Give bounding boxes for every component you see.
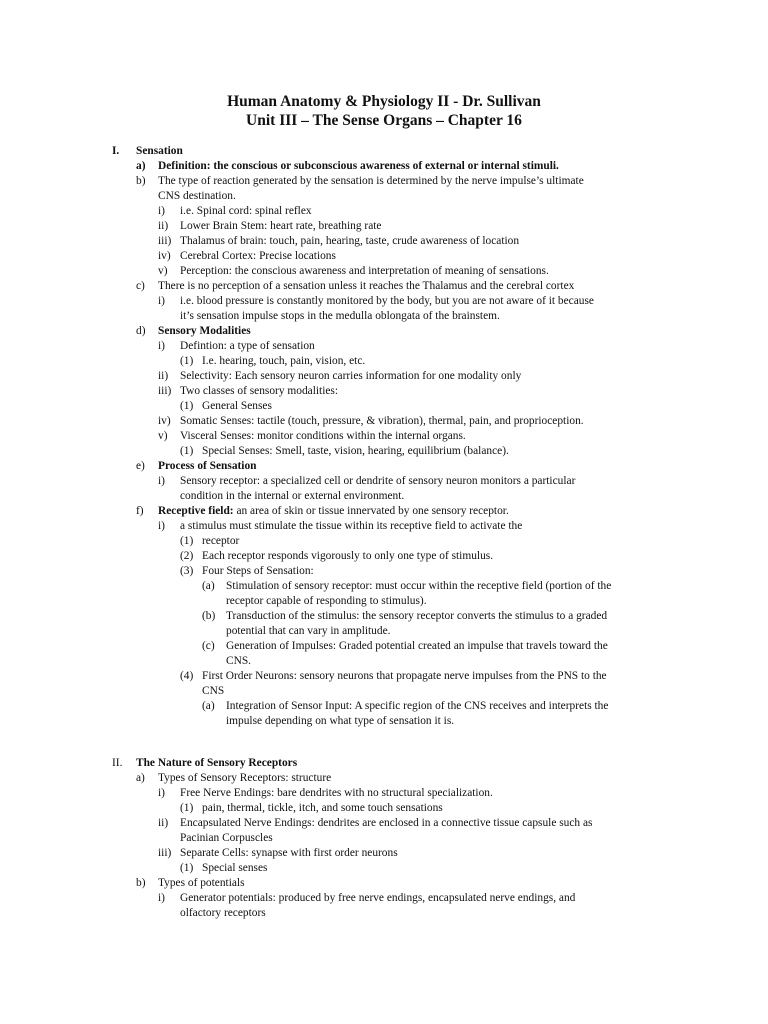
outline-marker: (1) (180, 862, 194, 874)
outline-text: receptor (202, 535, 240, 547)
outline-text: it’s sensation impulse stops in the medulla oblongata of the brainstem. (180, 310, 500, 322)
outline-marker: i) (158, 892, 165, 904)
page-title: Human Anatomy & Physiology II - Dr. Sullivan (227, 93, 541, 110)
outline-text: Cerebral Cortex: Precise locations (180, 250, 336, 262)
outline-marker: (b) (202, 610, 216, 622)
outline-marker: (1) (180, 400, 194, 412)
outline-text: Types of Sensory Receptors: structure (158, 772, 332, 784)
outline-text: i.e. blood pressure is constantly monitored by the body, but you are not aware of it because (180, 295, 594, 307)
outline-text: Thalamus of brain: touch, pain, hearing, taste, crude awareness of location (180, 235, 520, 247)
outline-marker: i) (158, 295, 165, 307)
outline-text: Separate Cells: synapse with first order neurons (180, 847, 398, 859)
outline-marker: v) (158, 265, 168, 277)
outline-marker: iii) (158, 235, 172, 247)
outline-text: Special senses (202, 862, 268, 874)
outline-text: Each receptor responds vigorously to only one type of stimulus. (202, 550, 494, 562)
outline-marker: f) (136, 505, 144, 517)
outline-marker: a) (136, 772, 145, 784)
outline-text: potential that can vary in amplitude. (226, 625, 391, 637)
outline-marker: (a) (202, 700, 215, 712)
outline-text: Integration of Sensor Input: A specific region of the CNS receives and interprets the (226, 700, 609, 712)
outline-marker: ii) (158, 220, 169, 232)
outline-text: Lower Brain Stem: heart rate, breathing rate (180, 220, 382, 232)
outline-marker: c) (136, 280, 145, 292)
outline-marker: i) (158, 340, 165, 352)
outline-text: There is no perception of a sensation unless it reaches the Thalamus and the cerebral cortex (158, 280, 575, 292)
outline-marker: i) (158, 205, 165, 217)
outline-text: Two classes of sensory modalities: (180, 385, 339, 397)
outline-marker: iii) (158, 847, 172, 859)
outline-marker: (a) (202, 580, 215, 592)
outline-text: Four Steps of Sensation: (202, 565, 314, 577)
outline-text: i.e. Spinal cord: spinal reflex (180, 205, 312, 217)
outline-text: Perception: the conscious awareness and interpretation of meaning of sensations. (180, 265, 549, 277)
outline-text: Definition: the conscious or subconscious awareness of external or internal stimuli. (158, 160, 559, 172)
outline-text: CNS. (226, 655, 252, 667)
outline-text: Sensory receptor: a specialized cell or dendrite of sensory neuron monitors a particular (180, 475, 576, 487)
outline-text: Stimulation of sensory receptor: must occur within the receptive field (portion of the (226, 580, 612, 592)
outline-marker: b) (136, 877, 146, 889)
outline-marker: (1) (180, 802, 194, 814)
outline-marker: b) (136, 175, 146, 187)
outline-text: Special Senses: Smell, taste, vision, hearing, equilibrium (balance). (202, 445, 509, 457)
outline-text: Defintion: a type of sensation (180, 340, 315, 352)
outline-marker: (1) (180, 445, 194, 457)
outline-definition: an area of skin or tissue innervated by one sensory receptor. (236, 505, 509, 517)
outline-marker: ii) (158, 817, 169, 829)
outline-marker: (1) (180, 355, 194, 367)
outline-text: Sensory Modalities (158, 325, 251, 337)
outline-marker: i) (158, 475, 165, 487)
outline-text: General Senses (202, 400, 272, 412)
outline-text: Selectivity: Each sensory neuron carries information for one modality only (180, 370, 522, 382)
outline-text: impulse depending on what type of sensation it is. (226, 715, 455, 727)
outline-text: Visceral Senses: monitor conditions within the internal organs. (180, 430, 466, 442)
outline-marker: e) (136, 460, 145, 472)
outline-marker: II. (112, 757, 123, 769)
outline-text: Sensation (136, 145, 183, 157)
outline-marker: iv) (158, 415, 171, 427)
outline-text: CNS (202, 685, 225, 697)
outline-text: Generation of Impulses: Graded potential created an impulse that travels toward the (226, 640, 608, 652)
outline-marker: iv) (158, 250, 171, 262)
outline-term: Receptive field: (158, 505, 234, 517)
outline-text: Encapsulated Nerve Endings: dendrites are enclosed in a connective tissue capsule such as (180, 817, 593, 829)
outline-marker: d) (136, 325, 146, 337)
outline-text: Generator potentials: produced by free nerve endings, encapsulated nerve endings, and (180, 892, 576, 904)
outline-text: a stimulus must stimulate the tissue within its receptive field to activate the (180, 520, 523, 532)
outline-text: The type of reaction generated by the sensation is determined by the nerve impulse’s ultimate (158, 175, 584, 187)
outline-marker: (4) (180, 670, 194, 682)
outline-text: I.e. hearing, touch, pain, vision, etc. (202, 355, 366, 367)
outline-text: pain, thermal, tickle, itch, and some touch sensations (202, 802, 443, 814)
outline-text: Process of Sensation (158, 460, 257, 472)
outline-marker: i) (158, 520, 165, 532)
page-subtitle: Unit III – The Sense Organs – Chapter 16 (246, 112, 522, 129)
outline-marker: a) (136, 160, 146, 172)
outline-text: Transduction of the stimulus: the sensory receptor converts the stimulus to a graded (226, 610, 608, 622)
outline-marker: I. (112, 145, 120, 157)
outline-text: Pacinian Corpuscles (180, 832, 273, 844)
outline-marker: (2) (180, 550, 194, 562)
outline-marker: iii) (158, 385, 172, 397)
outline-marker: (3) (180, 565, 194, 577)
outline-text: CNS destination. (158, 190, 236, 202)
outline-text: Somatic Senses: tactile (touch, pressure, & vibration), thermal, pain, and proprioception. (180, 415, 584, 427)
outline-text (158, 504, 509, 518)
outline-marker: v) (158, 430, 168, 442)
outline-text: condition in the internal or external environment. (180, 490, 405, 502)
outline-text: Types of potentials (158, 877, 245, 889)
outline-text: First Order Neurons: sensory neurons that propagate nerve impulses from the PNS to the (202, 670, 607, 682)
outline-text: The Nature of Sensory Receptors (136, 757, 298, 769)
outline-marker: (c) (202, 640, 215, 652)
outline-text: receptor capable of responding to stimulus). (226, 595, 427, 607)
outline-marker: ii) (158, 370, 169, 382)
outline-marker: (1) (180, 535, 194, 547)
outline-text: Free Nerve Endings: bare dendrites with no structural specialization. (180, 787, 493, 799)
outline-text: olfactory receptors (180, 907, 266, 919)
outline-marker: i) (158, 787, 165, 799)
